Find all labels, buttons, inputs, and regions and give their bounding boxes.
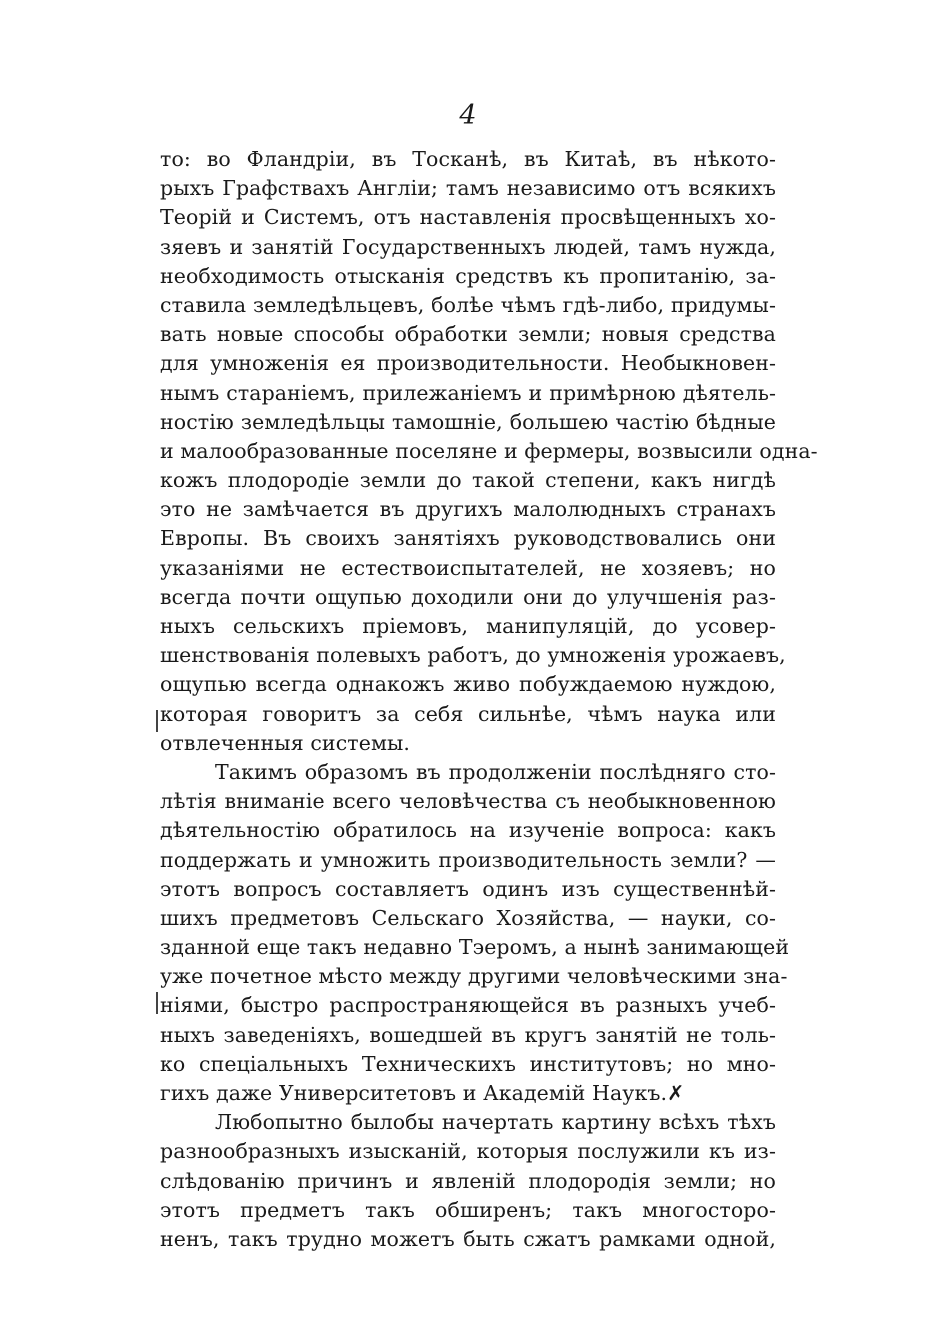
- text-line: ныхъ сельскихъ пріемовъ, манипуляцій, до усовер-: [160, 614, 776, 638]
- text-line: этотъ предметъ такъ обширенъ; такъ многосторо-: [160, 1197, 776, 1222]
- text-line: отвлеченныя системы.: [160, 730, 411, 755]
- text-line: шенствованія полевыхъ работъ, до умноженія урожаевъ,: [160, 643, 786, 668]
- text-line: гихъ даже Университетовъ и Академій Наукъ.✗: [160, 1081, 685, 1105]
- text-line: указаніями не естествоиспытателей, не хозяевъ; но: [160, 555, 776, 580]
- text-line: ставила земледѣльцевъ, болѣе чѣмъ гдѣ-либо, придумы-: [160, 292, 776, 317]
- text-line: вать новые способы обработки земли; новыя средства: [160, 322, 776, 347]
- text-line: ко спеціальныхъ Техническихъ институтовъ; но мно-: [160, 1051, 776, 1076]
- body-text: [160, 145, 818, 1254]
- text-line: шихъ предметовъ Сельскаго Хозяйства, — науки, со-: [160, 905, 776, 930]
- paragraph-3: [160, 1108, 776, 1254]
- text-line: всегда почти ощупью доходили они до улучшенія раз-: [160, 584, 776, 609]
- text-line: ненъ, такъ трудно можетъ быть сжатъ рамками одной,: [160, 1226, 776, 1251]
- text-line: необходимость отысканія средствъ къ пропитанію, за-: [160, 263, 776, 288]
- text-line: Европы. Въ своихъ занятіяхъ руководствовались они: [160, 526, 776, 551]
- text-line: лѣтія вниманіе всего человѣчества съ необыкновенною: [160, 789, 776, 814]
- text-line: Теорій и Системъ, отъ наставленія просвѣщенныхъ хо-: [160, 205, 776, 230]
- page-number: 4: [459, 100, 477, 131]
- text-line: которая говоритъ за себя сильнѣе, чѣмъ наука или: [160, 701, 776, 726]
- text-line: уже почетное мѣсто между другими человѣческими зна-: [160, 964, 788, 989]
- text-line: ностію земледѣльцы тамошніе, большею частію бѣдные: [160, 409, 776, 434]
- paragraph-1: [160, 145, 818, 758]
- text-line: это не замѣчается въ другихъ малолюдныхъ странахъ: [160, 497, 776, 522]
- text-line: ніями, быстро распространяющейся въ разныхъ учеб-: [160, 993, 776, 1018]
- text-line: для умноженія ея производительности. Необыкновен-: [160, 351, 776, 376]
- text-line: этотъ вопросъ составляетъ одинъ изъ существеннѣй-: [160, 876, 776, 901]
- text-line: дѣятельностію обратилось на изученіе вопроса: какъ: [160, 818, 776, 843]
- text-line: ныхъ заведеніяхъ, вошедшей въ кругъ занятій не толь-: [160, 1022, 776, 1047]
- text-line: зданной еще такъ недавно Тэеромъ, а нынѣ занимающей: [160, 935, 790, 960]
- margin-mark: [156, 992, 158, 1014]
- text-line: зяевъ и занятій Государственныхъ людей, тамъ нужда,: [160, 234, 776, 259]
- text-line: слѣдованію причинъ и явленій плодородія земли; но: [160, 1168, 776, 1193]
- text-line: ощупью всегда однакожъ живо побуждаемою нуждою,: [160, 672, 776, 697]
- text-line: нымъ стараніемъ, прилежаніемъ и примѣрною дѣятель-: [160, 380, 776, 405]
- margin-mark: [156, 710, 158, 732]
- text-line: кожъ плодородіе земли до такой степени, какъ нигдѣ: [160, 468, 776, 493]
- paragraph-2: [160, 758, 790, 1108]
- text-line: Такимъ образомъ въ продолженіи послѣдняго сто-: [215, 759, 776, 784]
- text-line: Любопытно былобы начертать картину всѣхъ тѣхъ: [215, 1110, 776, 1135]
- text-line: то: во Фландріи, въ Тосканѣ, въ Китаѣ, въ нѣкото-: [160, 147, 776, 171]
- text-line: и малообразованные поселяне и фермеры, возвысили одна-: [160, 438, 818, 463]
- text-line: разнообразныхъ изысканій, которыя послужили къ из-: [160, 1139, 776, 1164]
- text-line: поддержать и умножить производительность земли? —: [160, 847, 776, 872]
- text-line: рыхъ Графствахъ Англіи; тамъ независимо отъ всякихъ: [160, 176, 776, 201]
